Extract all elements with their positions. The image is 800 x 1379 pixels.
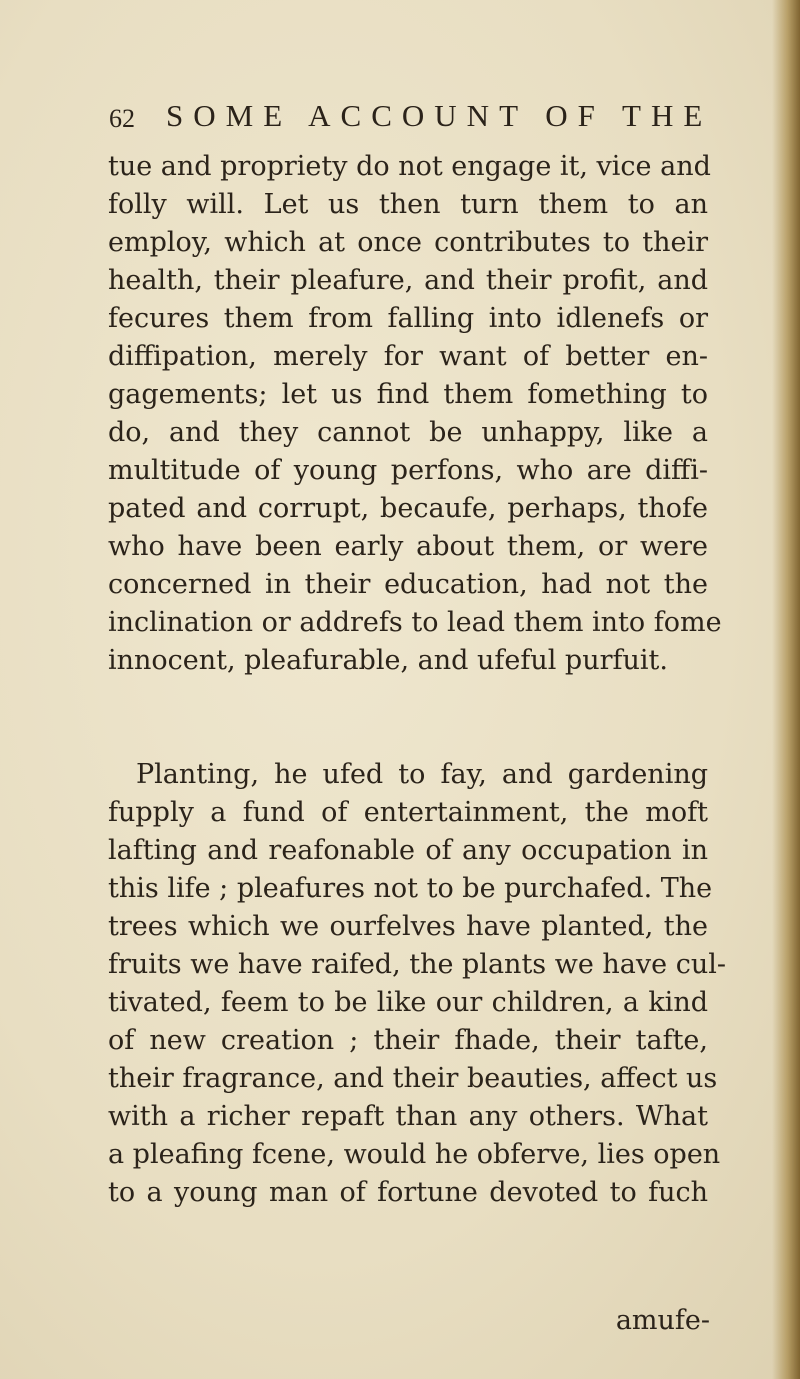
text-line: tue and propriety do not engage it, vice and: [108, 151, 711, 182]
text-line: trees which we ourfelves have planted, the: [108, 911, 708, 942]
text-line: with a richer repaft than any others. What: [108, 1101, 708, 1132]
text-line: Planting, he ufed to fay, and gardening: [136, 759, 708, 790]
text-line: fecures them from falling into idlenefs or: [108, 303, 708, 334]
text-line: employ, which at once contributes to their: [108, 227, 708, 258]
text-line: fupply a fund of entertainment, the moft: [108, 797, 708, 828]
paragraph-2: [108, 756, 726, 1212]
text-line: health, their pleafure, and their profit, and: [108, 265, 708, 296]
page-edge-shadow: [772, 0, 800, 1379]
text-line: fruits we have raifed, the plants we have cul-: [108, 949, 726, 980]
text-line: concerned in their education, had not the: [108, 569, 708, 600]
text-line: of new creation ; their fhade, their tafte,: [108, 1025, 708, 1056]
text-line: their fragrance, and their beauties, affect us: [108, 1063, 718, 1094]
page-header: [109, 98, 713, 138]
text-line: lafting and reafonable of any occupation in: [108, 835, 708, 866]
text-line: diffipation, merely for want of better en-: [108, 341, 708, 372]
text-line: inclination or addrefs to lead them into fome: [108, 607, 722, 638]
catchword: amufe-: [615, 1305, 710, 1336]
text-line: who have been early about them, or were: [108, 531, 708, 562]
running-title: SOME ACCOUNT OF THE: [166, 98, 713, 133]
text-line: folly will. Let us then turn them to an: [108, 189, 708, 220]
text-line: multitude of young perfons, who are diffi-: [108, 455, 708, 486]
text-line: innocent, pleafurable, and ufeful purfuit.: [108, 645, 668, 676]
text-line: tivated, feem to be like our children, a kind: [108, 987, 708, 1018]
page-number: 62: [109, 104, 135, 133]
text-line: this life ; pleafures not to be purchafed. The: [108, 873, 713, 904]
text-line: pated and corrupt, becaufe, perhaps, thofe: [108, 493, 708, 524]
text-line: gagements; let us find them fomething to: [108, 379, 708, 410]
text-line: a pleafing fcene, would he obferve, lies open: [108, 1139, 721, 1170]
text-line: to a young man of fortune devoted to fuch: [108, 1177, 708, 1208]
text-line: do, and they cannot be unhappy, like a: [108, 417, 708, 448]
paragraph-1: [108, 148, 722, 680]
